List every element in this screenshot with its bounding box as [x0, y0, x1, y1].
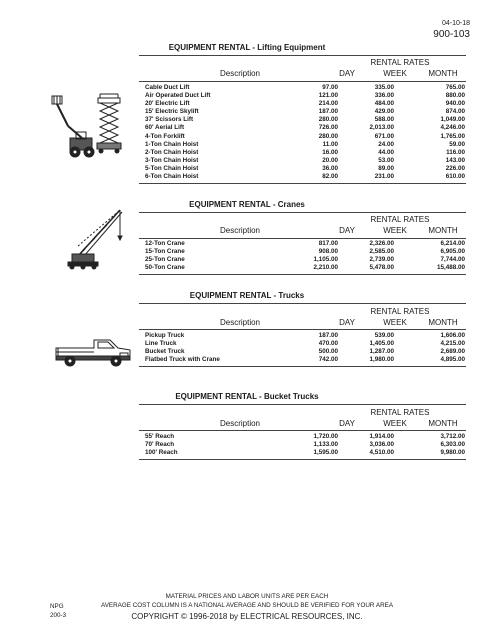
row-day-rate: 121.00 — [318, 92, 338, 100]
row-week-rate: 231.00 — [374, 173, 394, 181]
rate-table — [145, 433, 465, 457]
row-day-rate: 1,105.00 — [313, 256, 338, 264]
row-day-rate: 97.00 — [322, 84, 338, 91]
row-description: 12-Ton Crane — [145, 240, 185, 247]
section-title: EQUIPMENT RENTAL - Trucks — [189, 291, 305, 300]
row-day-rate: 726.00 — [318, 124, 338, 132]
table-row — [145, 165, 465, 173]
row-day-rate: 1,720.00 — [313, 433, 338, 440]
row-month-rate: 116.00 — [446, 148, 465, 156]
row-description: Bucket Truck — [145, 348, 185, 356]
row-description: 70' Reach — [145, 441, 175, 449]
footer-copyright: COPYRIGHT © 1996-2018 by ELECTRICAL RESOURCES, INC. — [131, 612, 363, 621]
row-week-rate: 588.00 — [374, 116, 394, 124]
row-week-rate: 1,287.00 — [369, 348, 394, 356]
table-row — [145, 348, 465, 356]
column-header-description: Description — [219, 226, 260, 235]
column-header-month: MONTH — [428, 226, 458, 235]
column-header-week: WEEK — [383, 226, 407, 235]
row-week-rate: 44.00 — [378, 148, 394, 156]
table-row — [145, 108, 465, 116]
row-week-rate: 2,739.00 — [369, 256, 394, 264]
table-row — [145, 173, 465, 181]
row-day-rate: 908.00 — [318, 248, 338, 256]
column-header-day: DAY — [339, 419, 355, 428]
table-row — [145, 116, 465, 124]
row-week-rate: 336.00 — [374, 92, 394, 100]
row-week-rate: 539.00 — [374, 332, 394, 339]
column-header-day: DAY — [339, 226, 355, 235]
row-month-rate: 6,905.00 — [440, 248, 465, 256]
row-month-rate: 4,895.00 — [440, 356, 465, 364]
rate-table — [145, 240, 465, 272]
table-row — [145, 433, 465, 441]
table-row — [145, 157, 465, 165]
footer-left-label: NPG — [50, 603, 64, 610]
divider — [139, 303, 466, 304]
row-week-rate: 1,405.00 — [369, 340, 394, 348]
footer-note-line-1: MATERIAL PRICES AND LABOR UNITS ARE PER EACH — [165, 593, 329, 600]
row-month-rate: 874.00 — [445, 108, 465, 116]
divider — [139, 212, 466, 213]
divider — [139, 55, 466, 56]
row-description: Pickup Truck — [145, 332, 185, 339]
row-day-rate: 280.00 — [318, 132, 338, 140]
row-week-rate: 4,510.00 — [369, 449, 394, 457]
section-title: EQUIPMENT RENTAL - Lifting Equipment — [168, 43, 326, 52]
row-description: 3-Ton Chain Hoist — [145, 156, 199, 164]
row-week-rate: 1,980.00 — [369, 356, 394, 364]
footer-left-code: 200-3 — [50, 612, 67, 619]
row-month-rate: 940.00 — [445, 100, 465, 108]
section-title: EQUIPMENT RENTAL - Bucket Trucks — [175, 392, 319, 401]
column-header-month: MONTH — [428, 69, 458, 78]
footer-note-line-2: AVERAGE COST COLUMN IS A NATIONAL AVERAGE AND SHOULD BE VERIFIED FOR YOUR AREA — [100, 602, 394, 609]
row-day-rate: 280.00 — [318, 116, 338, 124]
divider — [139, 329, 466, 330]
row-month-rate: 1,765.00 — [440, 132, 465, 140]
row-day-rate: 470.00 — [318, 340, 338, 348]
row-month-rate: 3,712.00 — [440, 433, 465, 440]
table-row — [145, 100, 465, 108]
divider — [139, 430, 466, 431]
row-month-rate: 2,689.00 — [440, 348, 465, 356]
row-description: 4-Ton Forklift — [145, 132, 185, 140]
table-row — [145, 332, 465, 340]
row-week-rate: 2,585.00 — [369, 248, 394, 256]
row-month-rate: 610.00 — [445, 173, 465, 181]
row-description: 100' Reach — [145, 449, 178, 457]
row-day-rate: 16.00 — [322, 148, 338, 156]
column-header-month: MONTH — [428, 419, 458, 428]
row-week-rate: 429.00 — [374, 108, 394, 116]
table-row — [145, 240, 465, 248]
row-month-rate: 6,303.00 — [440, 441, 465, 449]
table-row — [145, 84, 465, 92]
row-week-rate: 484.00 — [374, 100, 394, 108]
row-description: 25-Ton Crane — [145, 256, 185, 264]
row-description: Line Truck — [145, 340, 177, 348]
column-header-month: MONTH — [428, 318, 458, 327]
column-header-week: WEEK — [383, 419, 407, 428]
row-month-rate: 4,215.00 — [440, 340, 465, 348]
column-header-description: Description — [219, 69, 260, 78]
rental-rates-label: RENTAL RATES — [370, 307, 430, 316]
row-description: 6-Ton Chain Hoist — [145, 173, 199, 181]
row-week-rate: 671.00 — [374, 132, 394, 140]
table-row — [145, 441, 465, 449]
row-month-rate: 880.00 — [445, 92, 465, 100]
divider — [139, 238, 466, 239]
rental-rates-label: RENTAL RATES — [370, 215, 430, 224]
row-day-rate: 742.00 — [318, 356, 338, 364]
rental-rates-label: RENTAL RATES — [370, 58, 430, 67]
row-description: 37' Scissors Lift — [145, 116, 194, 124]
column-header-day: DAY — [339, 69, 355, 78]
row-week-rate: 3,036.00 — [369, 441, 394, 449]
row-month-rate: 4,246.00 — [440, 124, 465, 132]
divider — [139, 366, 466, 367]
row-description: 1-Ton Chain Hoist — [145, 140, 199, 148]
section-title: EQUIPMENT RENTAL - Cranes — [189, 200, 305, 209]
divider — [139, 404, 466, 405]
row-month-rate: 226.00 — [445, 164, 465, 172]
row-month-rate: 6,214.00 — [440, 240, 465, 247]
row-description: 5-Ton Chain Hoist — [145, 164, 199, 172]
column-header-week: WEEK — [383, 318, 407, 327]
divider — [139, 183, 466, 184]
pickup-truck-illustration — [54, 334, 134, 368]
divider — [139, 274, 466, 275]
page-date: 04-10-18 — [441, 20, 470, 27]
row-week-rate: 335.00 — [374, 84, 394, 91]
divider — [139, 459, 466, 460]
row-month-rate: 1,049.00 — [440, 116, 465, 124]
table-row — [145, 133, 465, 141]
row-description: 60' Aerial Lift — [145, 124, 185, 132]
divider — [139, 81, 466, 82]
table-row — [145, 149, 465, 157]
row-description: Air Operated Duct Lift — [145, 92, 211, 100]
row-description: 15-Ton Crane — [145, 248, 185, 256]
rental-rates-label: RENTAL RATES — [370, 408, 430, 417]
row-description: 20' Electric Lift — [145, 100, 190, 108]
row-day-rate: 36.00 — [322, 164, 338, 172]
row-day-rate: 214.00 — [318, 100, 338, 108]
row-month-rate: 143.00 — [445, 156, 465, 164]
row-month-rate: 15,488.00 — [436, 264, 465, 272]
table-row — [145, 92, 465, 100]
table-row — [145, 449, 465, 457]
row-week-rate: 5,478.00 — [369, 264, 394, 272]
column-header-week: WEEK — [383, 69, 407, 78]
row-week-rate: 53.00 — [378, 156, 394, 164]
crane-illustration — [58, 206, 128, 276]
table-row — [145, 256, 465, 264]
table-row — [145, 141, 465, 149]
row-day-rate: 11.00 — [322, 140, 338, 148]
row-day-rate: 817.00 — [318, 240, 338, 247]
rate-table — [145, 84, 465, 181]
row-week-rate: 2,013.00 — [369, 124, 394, 132]
column-header-description: Description — [219, 318, 260, 327]
row-month-rate: 1,606.00 — [440, 332, 465, 339]
row-description: 15' Electric Skylift — [145, 108, 199, 116]
aerial-lift-illustration — [46, 92, 130, 176]
table-row — [145, 248, 465, 256]
table-row — [145, 356, 465, 364]
row-day-rate: 1,133.00 — [313, 441, 338, 449]
column-header-description: Description — [219, 419, 260, 428]
row-month-rate: 9,980.00 — [440, 449, 465, 457]
row-description: 55' Reach — [145, 433, 175, 440]
row-description: Flatbed Truck with Crane — [145, 356, 220, 364]
row-week-rate: 89.00 — [378, 164, 394, 172]
row-description: 50-Ton Crane — [145, 264, 185, 272]
row-week-rate: 2,326.00 — [369, 240, 394, 247]
row-description: Cable Duct Lift — [145, 84, 190, 91]
row-week-rate: 24.00 — [378, 140, 394, 148]
row-day-rate: 1,595.00 — [313, 449, 338, 457]
column-header-day: DAY — [339, 318, 355, 327]
row-month-rate: 59.00 — [449, 140, 465, 148]
table-row — [145, 340, 465, 348]
row-day-rate: 500.00 — [318, 348, 338, 356]
row-day-rate: 187.00 — [318, 332, 338, 339]
row-day-rate: 20.00 — [322, 156, 338, 164]
row-month-rate: 765.00 — [445, 84, 465, 91]
row-day-rate: 2,210.00 — [313, 264, 338, 272]
row-description: 2-Ton Chain Hoist — [145, 148, 199, 156]
page-code: 900-103 — [433, 29, 470, 40]
table-row — [145, 124, 465, 132]
row-week-rate: 1,914.00 — [369, 433, 394, 440]
row-day-rate: 82.00 — [322, 173, 338, 181]
table-row — [145, 264, 465, 272]
rate-table — [145, 332, 465, 364]
row-day-rate: 187.00 — [318, 108, 338, 116]
row-month-rate: 7,744.00 — [440, 256, 465, 264]
